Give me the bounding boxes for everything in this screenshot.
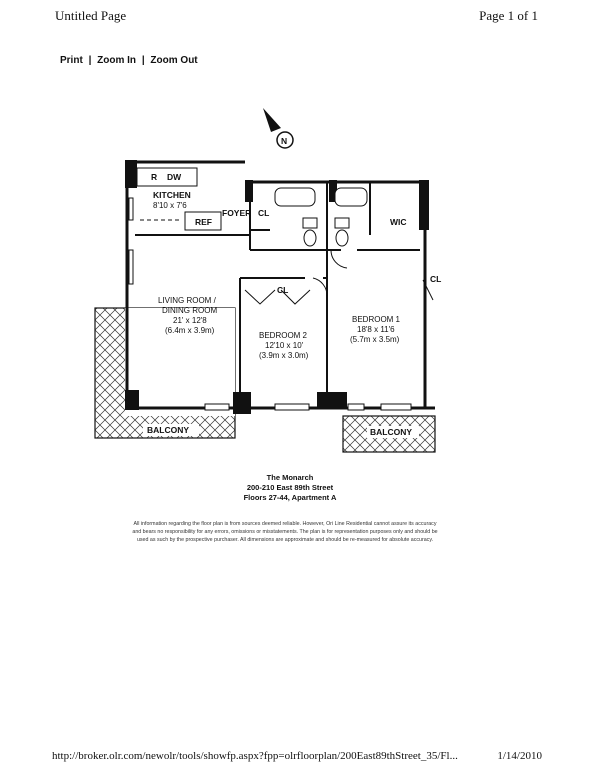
- bedroom1-name: BEDROOM 1: [352, 315, 401, 324]
- zoom-out-link[interactable]: Zoom Out: [150, 55, 198, 66]
- foyer-closet-label: CL: [258, 208, 270, 218]
- toolbar: [60, 55, 198, 66]
- bedroom1-dims: 18'8 x 11'6: [357, 325, 395, 334]
- bedroom1-closet-label: CL: [430, 274, 442, 284]
- footer-url: http://broker.olr.com/newolr/tools/showfp.aspx?fpp=olrfloorplan/200East89thStreet_35/Fl...: [52, 750, 458, 762]
- balcony-right-label: BALCONY: [370, 427, 413, 437]
- wic-label: WIC: [390, 217, 407, 227]
- disclaimer-line: All information regarding the floor plan is from sources deemed reliable. However, Ori Line Residential cannot assure its accuracy: [133, 521, 437, 527]
- kitchen-dims: 8'10 x 7'6: [153, 201, 187, 210]
- print-link[interactable]: Print: [60, 55, 83, 66]
- bedroom2-closet-label: CL: [277, 285, 289, 295]
- bedroom2-metric: (3.9m x 3.0m): [259, 351, 309, 360]
- bedroom2-dims: 12'10 x 10': [265, 341, 304, 350]
- zoom-in-link[interactable]: Zoom In: [97, 55, 137, 66]
- compass-icon: [263, 108, 293, 148]
- floor-plan: [85, 100, 445, 460]
- compass-north-label: N: [281, 136, 288, 146]
- foyer-label: FOYER: [222, 208, 252, 218]
- disclaimer: [100, 520, 470, 544]
- living-room-dims: 21' x 12'8: [173, 316, 207, 325]
- bedroom1-metric: (5.7m x 3.5m): [350, 335, 400, 344]
- fridge-label: R: [151, 172, 158, 182]
- kitchen-name: KITCHEN: [153, 190, 191, 200]
- living-room-metric: (6.4m x 3.9m): [165, 326, 215, 335]
- balcony-left-label: BALCONY: [147, 425, 190, 435]
- building-address: 200-210 East 89th Street: [246, 483, 334, 492]
- building-name: The Monarch: [266, 473, 314, 482]
- living-room-name-2: DINING ROOM: [162, 306, 218, 315]
- separator: |: [88, 55, 92, 66]
- dishwasher-label: DW: [167, 172, 182, 182]
- living-room-name-1: LIVING ROOM /: [158, 296, 216, 305]
- separator: |: [141, 55, 145, 66]
- page-title: Untitled Page: [55, 8, 127, 23]
- refrigerator-label: REF: [195, 217, 212, 227]
- plan-caption: [160, 473, 420, 503]
- bedroom2-name: BEDROOM 2: [259, 331, 308, 340]
- disclaimer-line: used as such by the prospective purchaser. All dimensions are approximate and should be re-measured for absolute accuracy.: [136, 537, 434, 543]
- page-number: Page 1 of 1: [479, 8, 538, 23]
- disclaimer-line: and bears no responsibility for any errors, omissions or misstatements. The plan is for representation purposes only and should be: [132, 529, 438, 535]
- unit-info: Floors 27-44, Apartment A: [243, 493, 337, 502]
- footer-date: 1/14/2010: [497, 750, 542, 762]
